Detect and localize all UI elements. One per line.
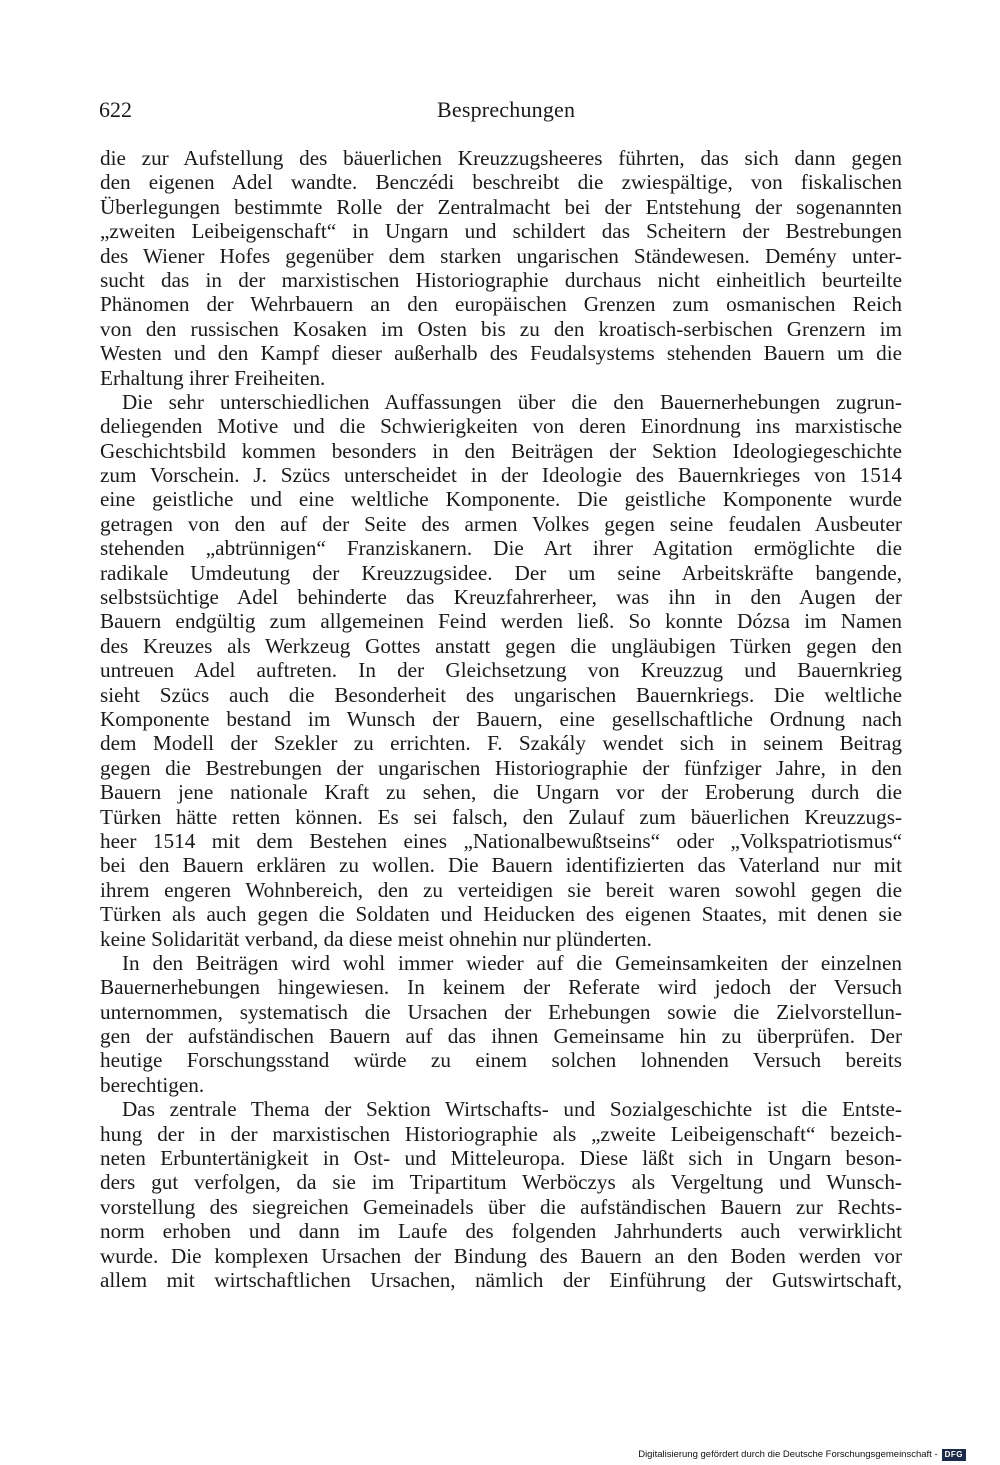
text-line: des Kreuzes als Werkzeug Gottes anstatt gegen die ungläubigen Türken gegen den bbox=[100, 633, 902, 658]
text-line: von den russischen Kosaken im Osten bis zu den kroatisch-serbischen Grenzern im bbox=[100, 316, 902, 341]
text-line: Die sehr unterschiedlichen Auffassungen über die den Bauernerhebungen zugrun- bbox=[122, 389, 902, 414]
text-line: norm erhoben und dann im Laufe des folgenden Jahrhunderts auch verwirklicht bbox=[100, 1219, 902, 1244]
text-line: Bauern jene nationale Kraft zu sehen, die Ungarn vor der Eroberung durch die bbox=[100, 780, 902, 805]
text-line: heutige Forschungsstand würde zu einem solchen lohnenden Versuch bereits bbox=[100, 1048, 902, 1073]
text-line: gen der aufständischen Bauern auf das ihnen Gemeinsame hin zu überprüfen. Der bbox=[100, 1024, 902, 1049]
text-line: untreuen Adel auftreten. In der Gleichsetzung von Kreuzzug und Bauernkrieg bbox=[100, 658, 902, 683]
text-line: heer 1514 mit dem Bestehen eines „Nationalbewußtseins“ oder „Volkspatriotismus“ bbox=[100, 828, 902, 853]
text-line: Bauernerhebungen hingewiesen. In keinem der Referate wird jedoch der Versuch bbox=[100, 975, 902, 1000]
text-line: allem mit wirtschaftlichen Ursachen, nämlich der Einführung der Gutswirtschaft, bbox=[100, 1267, 902, 1292]
text-line: Erhaltung ihrer Freiheiten. bbox=[100, 365, 326, 390]
text-line: eine geistliche und eine weltliche Komponente. Die geistliche Komponente wurde bbox=[100, 487, 902, 512]
text-line: hung der in der marxistischen Historiographie als „zweite Leibeigenschaft“ bezeich- bbox=[100, 1121, 902, 1146]
running-head: Besprechungen bbox=[437, 97, 576, 122]
text-line: gegen die Bestrebungen der ungarischen Historiographie der fünfziger Jahre, in den bbox=[100, 755, 902, 780]
text-line: neten Erbuntertänigkeit in Ost- und Mitteleuropa. Diese läßt sich in Ungarn beson- bbox=[100, 1146, 902, 1171]
text-line: sieht Szücs auch die Besonderheit des ungarischen Bauernkriegs. Die weltliche bbox=[100, 682, 902, 707]
page-number: 622 bbox=[99, 97, 132, 122]
text-line: den eigenen Adel wandte. Benczédi beschreibt die zwiespältige, von fiskalischen bbox=[100, 170, 902, 195]
body-text bbox=[100, 146, 902, 1292]
dfg-logo: DFG bbox=[942, 1449, 966, 1461]
text-line: vorstellung des siegreichen Gemeinadels über die aufständischen Bauern zur Rechts- bbox=[100, 1194, 902, 1219]
text-line: Westen und den Kampf dieser außerhalb des Feudalsystems stehenden Bauern um die bbox=[100, 341, 902, 366]
text-line: dem Modell der Szekler zu errichten. F. Szakály wendet sich in seinem Beitrag bbox=[100, 731, 902, 756]
text-line: selbstsüchtige Adel behinderte das Kreuzfahrerheer, was ihn in den Augen der bbox=[100, 585, 902, 610]
text-line: ders gut verfolgen, da sie im Tripartitum Werböczys als Vergeltung und Wunsch- bbox=[100, 1170, 902, 1195]
text-line: ihrem engeren Wohnbereich, den zu verteidigen sie bereit waren sowohl gegen die bbox=[100, 877, 902, 902]
text-line: Türken hätte retten können. Es sei falsch, den Zulauf zum bäuerlichen Kreuzzugs- bbox=[100, 804, 902, 829]
text-line: radikale Umdeutung der Kreuzzugsidee. Der um seine Arbeitskräfte bangende, bbox=[100, 560, 902, 585]
text-line: wurde. Die komplexen Ursachen der Bindung des Bauern an den Boden werden vor bbox=[100, 1243, 902, 1268]
text-line: Überlegungen bestimmte Rolle der Zentralmacht bei der Entstehung der sogenannten bbox=[100, 194, 902, 219]
text-line: berechtigen. bbox=[100, 1072, 205, 1097]
text-line: „zweiten Leibeigenschaft“ in Ungarn und schildert das Scheitern der Bestrebungen bbox=[100, 219, 902, 244]
footer-text: Digitalisierung gefördert durch die Deutsche Forschungsgemeinschaft - bbox=[638, 1449, 938, 1460]
text-line: unternommen, systematisch die Ursachen der Erhebungen sowie die Zielvorstellun- bbox=[100, 999, 902, 1024]
text-line: Phänomen der Wehrbauern an den europäischen Grenzen zum osmanischen Reich bbox=[100, 292, 902, 317]
text-line: Türken als auch gegen die Soldaten und Heiducken des eigenen Staates, mit denen sie bbox=[100, 902, 902, 927]
text-line: stehenden „abtrünnigen“ Franziskanern. Die Art ihrer Agitation ermöglichte die bbox=[100, 536, 902, 561]
text-line: getragen von den auf der Seite des armen Volkes gegen seine feudalen Ausbeuter bbox=[100, 511, 902, 536]
text-line: Das zentrale Thema der Sektion Wirtschafts- und Sozialgeschichte ist die Entste- bbox=[122, 1097, 902, 1122]
text-line: Geschichtsbild kommen besonders in den Beiträgen der Sektion Ideologiegeschichte bbox=[100, 438, 902, 463]
text-line: Bauern endgültig zum allgemeinen Feind werden ließ. So konnte Dózsa im Namen bbox=[100, 609, 902, 634]
text-line: des Wiener Hofes gegenüber dem starken ungarischen Ständewesen. Demény unter- bbox=[100, 243, 902, 268]
text-line: keine Solidarität verband, da diese meist ohnehin nur plünderten. bbox=[100, 926, 652, 951]
text-line: bei den Bauern erklären zu wollen. Die Bauern identifizierten das Vaterland nur mit bbox=[100, 853, 902, 878]
text-line: zum Vorschein. J. Szücs unterscheidet in der Ideologie des Bauernkrieges von 1514 bbox=[100, 463, 902, 488]
text-line: In den Beiträgen wird wohl immer wieder auf die Gemeinsamkeiten der einzelnen bbox=[122, 950, 902, 975]
text-line: die zur Aufstellung des bäuerlichen Kreuzzugsheeres führten, das sich dann gegen bbox=[100, 146, 902, 170]
text-line: sucht das in der marxistischen Historiographie durchaus nicht einheitlich beurteilte bbox=[100, 267, 902, 292]
text-line: Komponente bestand im Wunsch der Bauern, eine gesellschaftliche Ordnung nach bbox=[100, 706, 902, 731]
text-line: deliegenden Motive und die Schwierigkeiten von deren Einordnung ins marxistische bbox=[100, 414, 902, 439]
digitization-footer bbox=[638, 1449, 966, 1461]
